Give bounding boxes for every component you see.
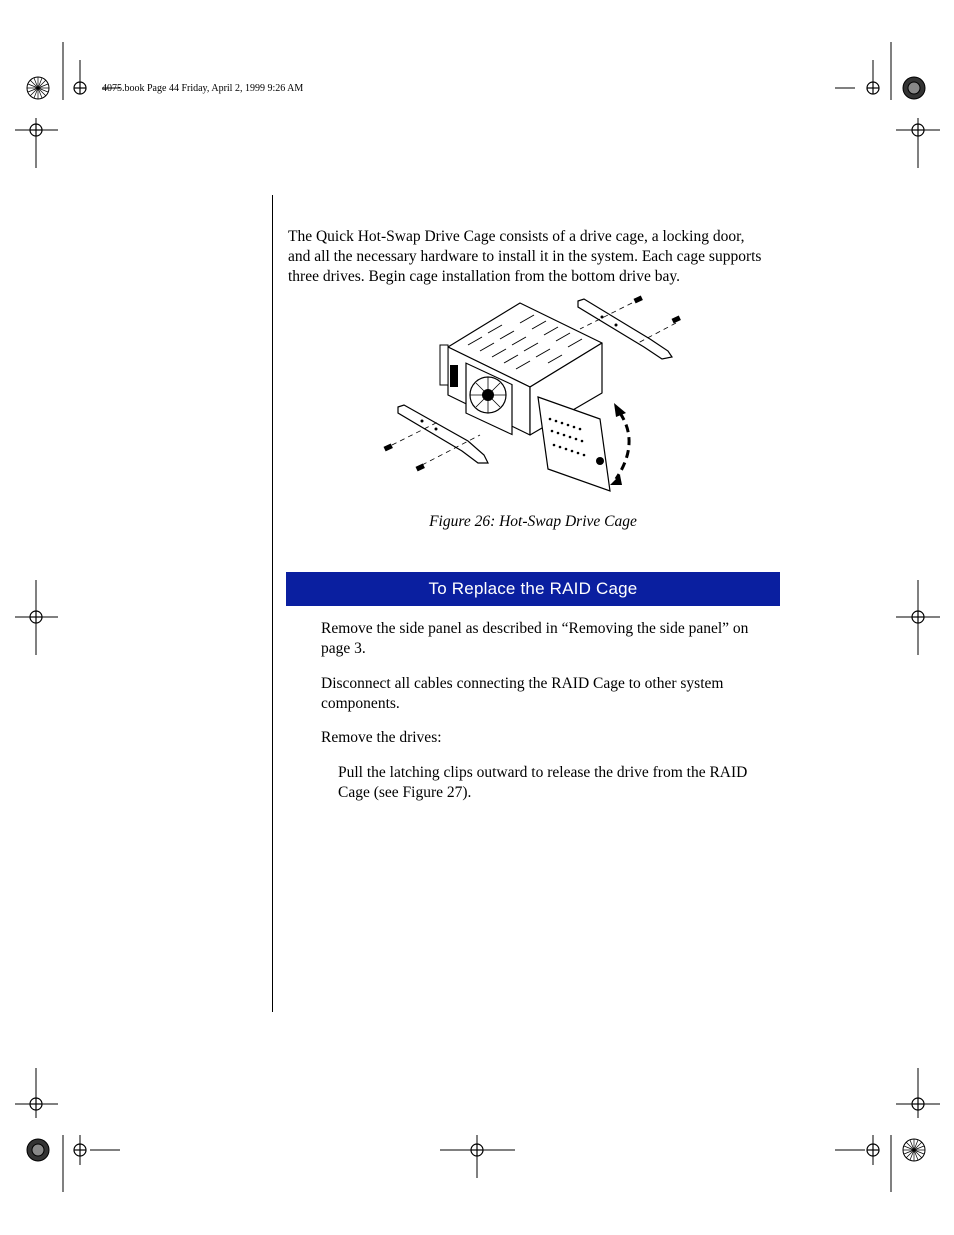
section-header-bar (286, 572, 780, 606)
margin-rule (272, 195, 273, 1012)
figure-caption: Figure 26: Hot-Swap Drive Cage (429, 513, 637, 530)
step-item: Remove the side panel as described in “Removing the side panel” on page 3. (321, 620, 749, 657)
step-item: Disconnect all cables connecting the RAID Cage to other system components. (321, 675, 724, 712)
section-title: To Replace the RAID Cage (428, 579, 638, 598)
intro-paragraph: The Quick Hot-Swap Drive Cage consists of a drive cage, a locking door, and all the necessary hardware to install it in the system. Each cage supports three drives. Begin cage installation from the bottom drive bay. (288, 228, 762, 285)
step-item: Remove the drives: (321, 729, 442, 746)
print-header: 4075.book Page 44 Friday, April 2, 1999 9:26 AM (102, 83, 304, 94)
drive-cage-illustration (380, 295, 680, 505)
sub-step-item: Pull the latching clips outward to release the drive from the RAID Cage (see Figure 27). (338, 764, 748, 801)
